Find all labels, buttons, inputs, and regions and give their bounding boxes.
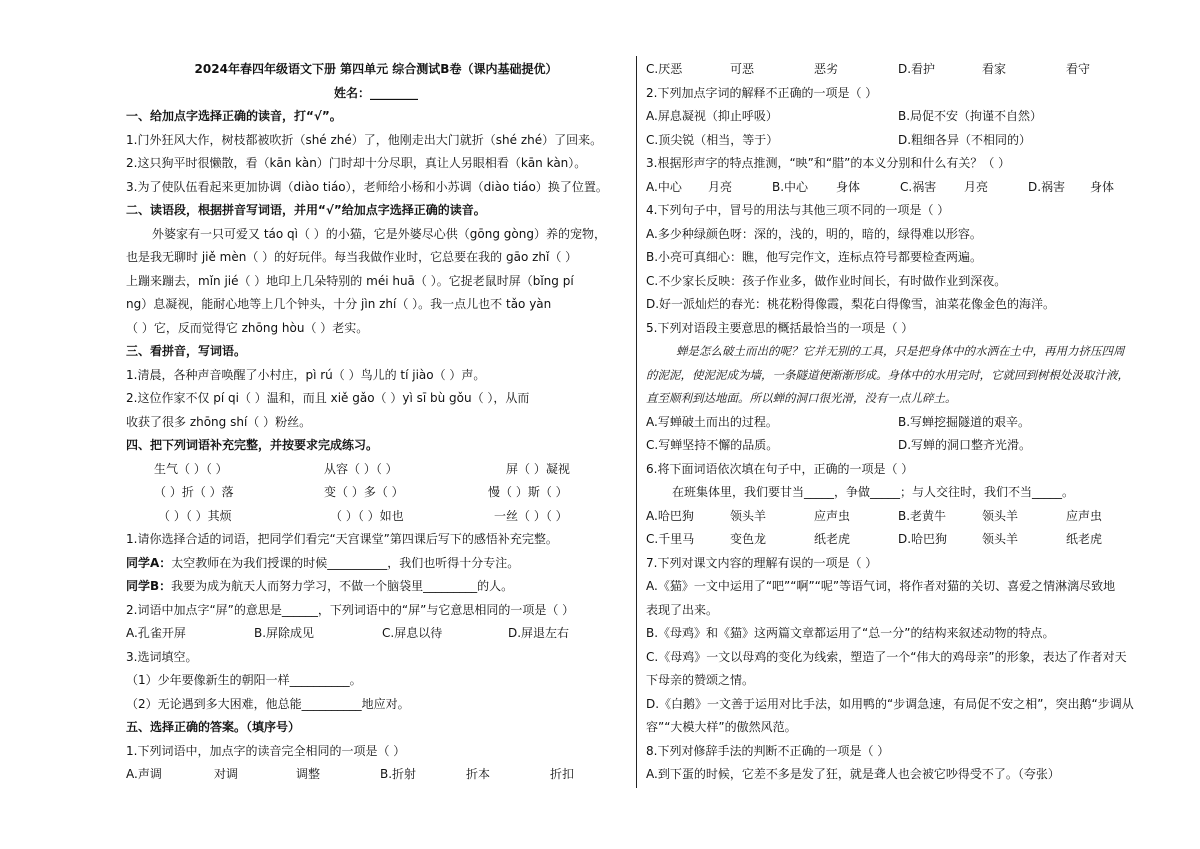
question-7: 7.下列对课文内容的理解有误的一项是（ ） [646, 555, 878, 570]
s1-question-2: 2.这只狗平时很懒散，看（kān kàn）门时却十分尽职，真让人另眼相看（kān kàn）。 [126, 156, 587, 170]
s5-question-1: 1.下列词语中，加点字的读音完全相同的一项是（ ） [126, 743, 406, 758]
option: B.屏除成见 [254, 626, 315, 640]
option: A.声调 [126, 767, 162, 781]
section-5-title: 五、选择正确的答案。（填序号） [126, 720, 301, 734]
question-8: 8.下列对修辞手法的判断不正确的一项是（ ） [646, 743, 890, 758]
s3-question-2-cont: 收获了很多 zhōng shí（ ）粉丝。 [126, 414, 312, 429]
section-3-title: 三、看拼音，写词语。 [126, 344, 247, 358]
option: 月亮 [708, 179, 733, 194]
word-item: 屏（ ）凝视 [506, 461, 570, 476]
s4-question-2: 2.词语中加点字“屏”的意思是______，下列词语中的“屏”与它意思相同的一项是（ ） [126, 602, 575, 617]
q7-option-c: C.《母鸡》一文以母鸡的变化为线索，塑造了一个“伟大的鸡母亲”的形象，表达了作者对天 [646, 649, 1127, 664]
name-line: 姓名：________ [333, 85, 418, 100]
q4-option-c: C.不少家长反映：孩子作业多，做作业时间长，有时做作业到深夜。 [646, 273, 1007, 288]
option: B.局促不安（拘谨不自然） [898, 109, 1043, 123]
option: 看家 [982, 62, 1007, 76]
option: 折本 [466, 767, 491, 781]
student-a-text: 太空教师在为我们授课的时候__________，我们也听得十分专注。 [171, 555, 520, 570]
option: 身体 [836, 179, 861, 194]
column-divider [636, 56, 637, 788]
option: A.中心 [646, 179, 682, 194]
q7-option-d: D.《白鹅》一文善于运用对比手法，如用鸭的“步调急速，有局促不安之相”，突出鹅“步调从 [646, 696, 1134, 711]
q7-option-a-cont: 表现了出来。 [646, 602, 719, 617]
s5-q1-options-cont [646, 58, 1126, 82]
s2-paragraph-line: ng）息凝视，能耐心地等上几个钟头，十分 jìn zhí（ ）。我一点儿也不 tǎo yàn [126, 297, 552, 311]
s4-question-3: 3.选词填空。 [126, 649, 198, 664]
section-2-title: 二、读语段，根据拼音写词语，并用“√”给加点字选择正确的读音。 [126, 203, 486, 217]
q7-option-b: B.《母鸡》和《猫》这两篇文章都运用了“总一分”的结构来叙述动物的特点。 [646, 626, 1055, 640]
q5-options-row [646, 434, 1126, 458]
word-row [126, 458, 626, 482]
q6-options-row [646, 505, 1126, 529]
question-3: 3.根据形声字的特点推测，“映”和“腊”的本义分别和什么有关？（ ） [646, 156, 1011, 170]
s2-paragraph-line: 上蹦来蹦去，mǐn jié（ ）地印上几朵特别的 méi huā（ ）。它捉老鼠时屏（bǐng pí [126, 273, 574, 288]
question-2: 2.下列加点字词的解释不正确的一项是（ ） [646, 85, 878, 100]
q6-options-row [646, 528, 1126, 552]
q8-option-a: A.到下蛋的时候，它差不多是发了狂，就是聋人也会被它吵得受不了。（夸张） [646, 767, 1060, 781]
option: D.写蝉的洞口整齐光滑。 [898, 438, 1032, 452]
s1-question-1: 1.门外狂风大作，树枝都被吹折（shé zhé）了，他刚走出大门就折（shé zhé）了回来。 [126, 132, 603, 147]
passage-line: 直至顺利到达地面。所以蝉的洞口很光滑，没有一点儿碎土。 [646, 391, 957, 405]
s2-paragraph-line: 也是我无聊时 jiě mèn（ ）的好玩伴。每当我做作业时，它总要在我的 gāo zhǐ（ ） [126, 250, 578, 264]
option: 应声虫 [1066, 508, 1103, 523]
q4-option-b: B.小亮可真细心：瞧，他写完作文，连标点符号都要检查两遍。 [646, 250, 983, 264]
option: C.屏息以待 [382, 626, 443, 640]
word-row [126, 481, 626, 505]
option: 领头羊 [982, 508, 1019, 523]
option: 领头羊 [982, 532, 1019, 546]
student-a-line [126, 552, 626, 576]
q4-option-d: D.好一派灿烂的春光：桃花粉得像霞，梨花白得像雪，油菜花像金色的海洋。 [646, 297, 1056, 311]
q2-options-row [646, 129, 1126, 153]
passage-line: 蝉是怎么破土而出的呢？它并无别的工具，只是把身体中的水洒在土中，再用力挤压四周 [676, 344, 1125, 358]
section-1-title: 一、给加点字选择正确的读音，打“√”。 [126, 109, 342, 123]
question-6: 6.将下面词语依次填在句子中，正确的一项是（ ） [646, 461, 914, 476]
q4-option-a: A.多少种绿颜色呀：深的，浅的，明的，暗的，绿得难以形容。 [646, 226, 982, 241]
option: C.祸害 [900, 179, 937, 194]
q6-sentence: 在班集体里，我们要甘当_____，争做_____；与人交往时，我们不当_____。 [672, 485, 1075, 499]
option: 纸老虎 [814, 532, 851, 546]
word-item: 一丝（ ）（ ） [494, 508, 568, 523]
option: D.屏退左右 [508, 626, 570, 640]
option: C.厌恶 [646, 62, 683, 76]
q5-options-row [646, 411, 1126, 435]
word-item: 生气（ ）（ ） [154, 461, 228, 476]
word-row [126, 505, 626, 529]
option: 纸老虎 [1066, 532, 1103, 546]
page-title: 2024年春四年级语文下册 第四单元 综合测试B卷（课内基础提优） [194, 62, 558, 76]
word-item: 慢（ ）斯（ ） [488, 485, 568, 499]
question-4: 4.下列句子中，冒号的用法与其他三项不同的一项是（ ） [646, 203, 950, 217]
q7-option-a: A.《猫》一文中运用了“吧”“啊”“呢”等语气词，将作者对猫的关切、喜爱之情淋漓尽致地 [646, 579, 1116, 593]
q3-options [646, 176, 1126, 200]
student-b-label: 同学B： [126, 579, 172, 593]
s4-q2-options [126, 622, 626, 646]
option: 恶劣 [814, 62, 839, 76]
option: A.哈巴狗 [646, 508, 694, 523]
s5-q1-options [126, 763, 626, 787]
option: 调整 [296, 767, 321, 781]
option: 月亮 [964, 179, 989, 194]
option: D.粗细各异（不相同的） [898, 132, 1032, 147]
option: B.老黄牛 [898, 508, 947, 523]
q7-option-c-cont: 下母亲的赞颂之情。 [646, 673, 755, 687]
option: A.屏息凝视（抑止呼吸） [646, 109, 778, 123]
s1-question-3: 3.为了使队伍看起来更加协调（diào tiáo），老师给小杨和小苏调（diào tiáo）换了位置。 [126, 179, 608, 194]
s2-paragraph-line: （ ）它，反而觉得它 zhōng hòu（ ）老实。 [126, 320, 369, 335]
option: 变色龙 [730, 532, 767, 546]
student-b-text: 我要为成为航天人而努力学习，不做一个脑袋里_________的人。 [171, 579, 514, 593]
option: A.孔雀开屏 [126, 626, 186, 640]
word-item: （ ）（ ）如也 [330, 508, 404, 523]
option: C.千里马 [646, 532, 695, 546]
s3-question-2: 2.这位作家不仅 pí qi（ ）温和，而且 xiě gǎo（ ）yì sī bù gǒu（ ），从而 [126, 391, 530, 405]
student-b-line [126, 575, 626, 599]
option: B.写蝉挖掘隧道的艰辛。 [898, 414, 1031, 429]
word-item: 从容（ ）（ ） [324, 461, 398, 476]
section-4-title: 四、把下列词语补充完整，并按要求完成练习。 [126, 438, 379, 452]
option: 看守 [1066, 62, 1091, 76]
passage-line: 的泥泥，使泥泥成为墙，一条隧道便渐渐形成。身体中的水用完时，它就回到树根处汲取汁液， [646, 367, 1129, 382]
word-item: （ ）（ ）其烦 [158, 508, 232, 523]
option: C.顶尖锐（相当，等于） [646, 132, 779, 147]
s3-question-1: 1.清晨，各种声音唤醒了小村庄，pì rú（ ）鸟儿的 tí jiào（ ）声。 [126, 367, 486, 382]
question-5: 5.下列对语段主要意思的概括最恰当的一项是（ ） [646, 320, 914, 335]
option: D.祸害 [1028, 179, 1066, 194]
option: 应声虫 [814, 508, 851, 523]
option: D.哈巴狗 [898, 532, 948, 546]
q7-option-d-cont: 容”“大模大样”的傲然风范。 [646, 720, 797, 734]
left-column [126, 58, 626, 787]
option: B.折射 [380, 767, 417, 781]
word-item: 变（ ）多（ ） [324, 485, 404, 499]
option: 身体 [1090, 179, 1115, 194]
option: A.写蝉破土而出的过程。 [646, 414, 778, 429]
word-item: （ ）折（ ）落 [154, 485, 234, 499]
option: C.写蝉坚持不懈的品质。 [646, 438, 779, 452]
option: 折扣 [550, 767, 575, 781]
option: D.看护 [898, 62, 936, 76]
option: 对调 [214, 767, 239, 781]
option: 可恶 [730, 62, 755, 76]
s4-q3-2: （2）无论遇到多大困难，他总能__________地应对。 [126, 696, 410, 711]
option: B.中心 [772, 179, 809, 194]
student-a-label: 同学A： [126, 555, 172, 570]
s4-question-1: 1.请你选择合适的词语，把同学们看完“天宫课堂”第四课后写下的感悟补充完整。 [126, 532, 558, 546]
s2-paragraph-line: 外婆家有一只可爱又 táo qì（ ）的小猫，它是外婆尽心供（gōng gòng）养的宠物， [152, 226, 606, 241]
right-column [646, 58, 1134, 787]
option: 领头羊 [730, 508, 767, 523]
s4-q3-1: （1）少年要像新生的朝阳一样__________。 [126, 673, 362, 687]
q2-options-row [646, 105, 1126, 129]
